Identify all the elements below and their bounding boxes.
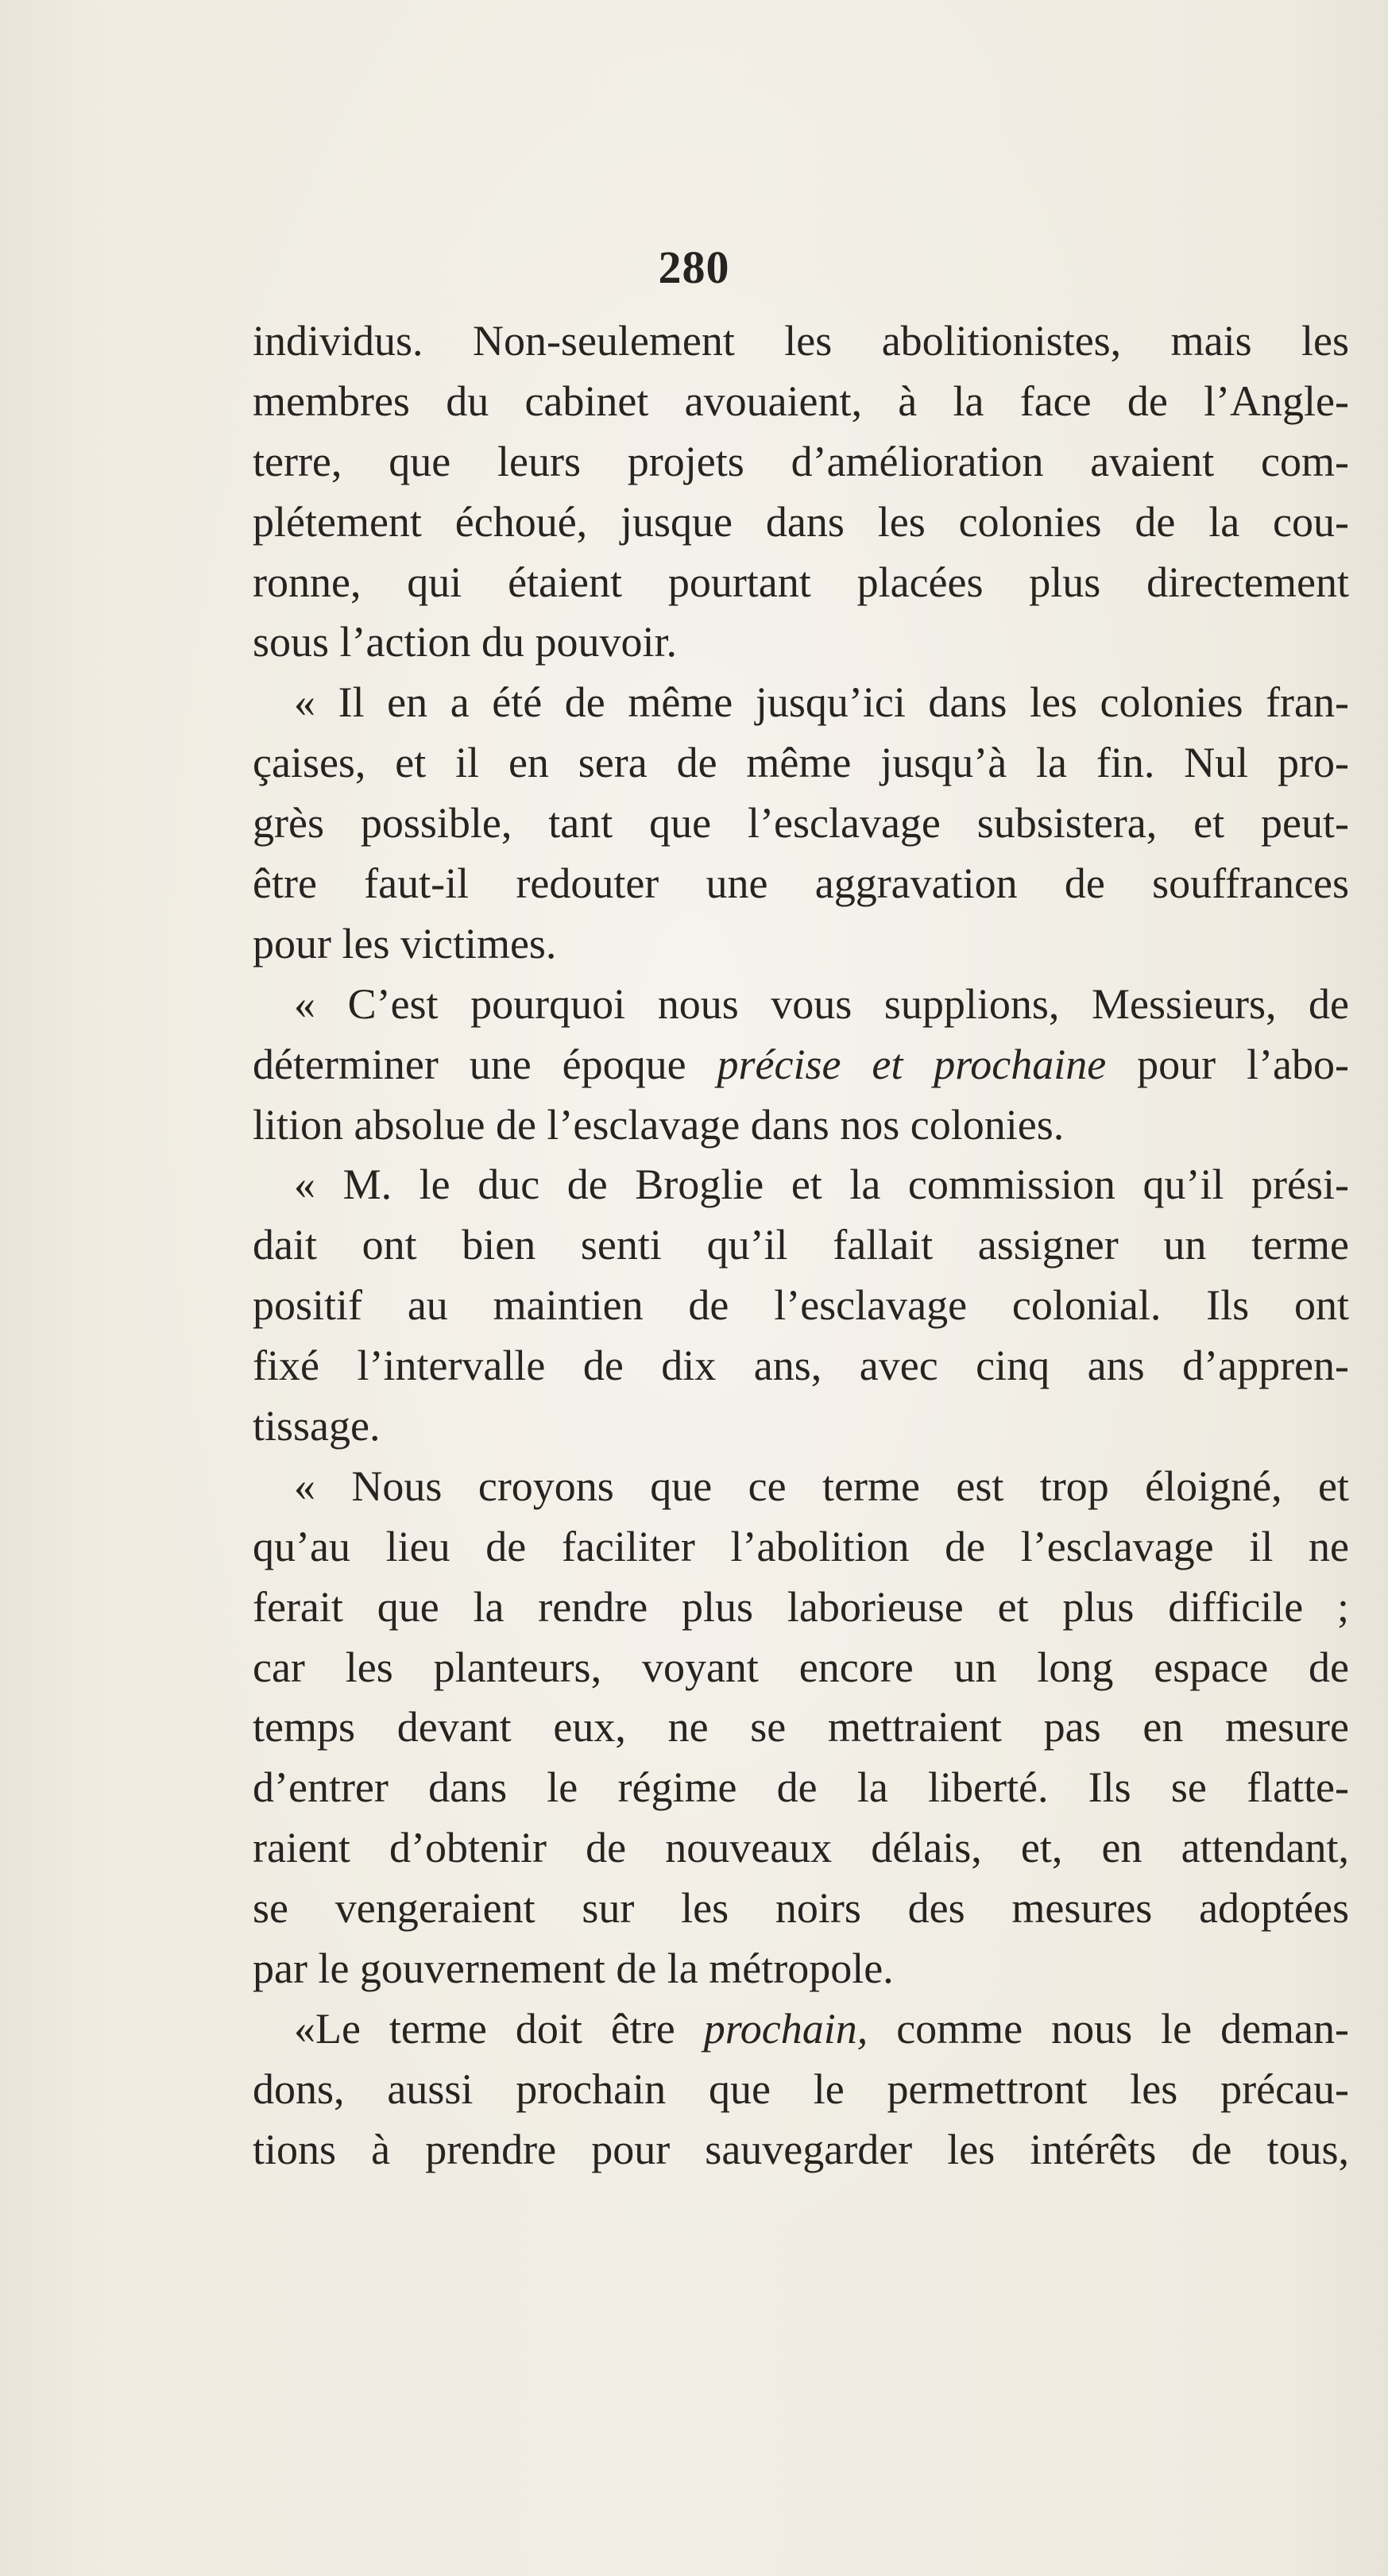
text-line-content: par le gouvernement de la métropole. bbox=[253, 1945, 894, 1993]
text-line-content: « M. le duc de Broglie et la commission qu’il prési- bbox=[294, 1161, 1349, 1209]
text-line-content: lition absolue de l’esclavage dans nos colonies. bbox=[253, 1100, 1065, 1149]
text-line bbox=[253, 311, 1349, 372]
text-line-content: ferait que la rendre plus laborieuse et plus difficile ; bbox=[253, 1582, 1349, 1631]
text-line bbox=[253, 1999, 1349, 2060]
text-line bbox=[253, 372, 1349, 432]
text-line-content: raient d’obtenir de nouveaux délais, et, en attendant, bbox=[253, 1824, 1349, 1872]
text-line-content: tions à prendre pour sauvegarder les intérêts de tous, bbox=[253, 2125, 1349, 2173]
text-line-content: grès possible, tant que l’esclavage subsistera, et peut- bbox=[253, 799, 1349, 848]
text-line bbox=[253, 612, 1349, 673]
text-line-content: déterminer une époque bbox=[253, 1040, 717, 1088]
text-line-content: pour les victimes. bbox=[253, 919, 557, 967]
text-line bbox=[253, 794, 1349, 854]
text-line bbox=[253, 1276, 1349, 1336]
text-line bbox=[253, 975, 1349, 1035]
text-line-continuation: pour l’abo- bbox=[1106, 1040, 1350, 1088]
text-line-content: ronne, qui étaient pourtant placées plus directement bbox=[253, 558, 1349, 606]
text-line-content: dait ont bien senti qu’il fallait assigner un terme bbox=[253, 1221, 1349, 1269]
text-line bbox=[253, 2120, 1349, 2180]
text-line bbox=[253, 1638, 1349, 1698]
text-line bbox=[253, 1095, 1349, 1156]
text-line-content: « Il en a été de même jusqu’ici dans les colonies fran- bbox=[294, 678, 1349, 727]
text-line bbox=[253, 1035, 1349, 1095]
page-number: 280 bbox=[658, 241, 730, 293]
text-line bbox=[253, 1697, 1349, 1758]
text-line-content: tissage. bbox=[253, 1402, 381, 1450]
text-line bbox=[253, 1155, 1349, 1215]
text-line bbox=[253, 1939, 1349, 1999]
text-line bbox=[253, 492, 1349, 553]
text-line-content: membres du cabinet avouaient, à la face de l’Angle- bbox=[253, 377, 1349, 425]
text-line-content: qu’au lieu de faciliter l’abolition de l’esclavage il ne bbox=[253, 1522, 1349, 1570]
text-line bbox=[253, 1336, 1349, 1396]
text-line bbox=[253, 854, 1349, 914]
italic-emphasis: précise et prochaine bbox=[717, 1040, 1107, 1088]
body-text bbox=[253, 311, 1349, 2180]
text-line-content: « Nous croyons que ce terme est trop éloigné, et bbox=[294, 1462, 1349, 1510]
text-line bbox=[253, 733, 1349, 794]
text-line bbox=[253, 1879, 1349, 1939]
text-line-content: d’entrer dans le régime de la liberté. Ils se flatte- bbox=[253, 1763, 1349, 1812]
text-line bbox=[253, 1758, 1349, 1818]
text-line bbox=[253, 1578, 1349, 1638]
text-line-content: temps devant eux, ne se mettraient pas en mesure bbox=[253, 1703, 1349, 1751]
text-line-content: positif au maintien de l’esclavage colonial. Ils ont bbox=[253, 1281, 1349, 1330]
text-line bbox=[253, 1517, 1349, 1578]
text-line-content: être faut-il redouter une aggravation de souffrances bbox=[253, 859, 1349, 908]
text-line bbox=[253, 432, 1349, 492]
text-line-content: «Le terme doit être bbox=[294, 2004, 704, 2053]
text-line bbox=[253, 914, 1349, 975]
text-line-content: fixé l’intervalle de dix ans, avec cinq ans d’appren- bbox=[253, 1342, 1349, 1390]
text-line-content: plétement échoué, jusque dans les colonies de la cou- bbox=[253, 497, 1349, 546]
text-line-content: individus. Non-seulement les abolitionistes, mais les bbox=[253, 317, 1349, 365]
text-line bbox=[253, 1818, 1349, 1879]
text-line-content: « C’est pourquoi nous vous supplions, Messieurs, de bbox=[294, 979, 1349, 1028]
text-line bbox=[253, 2060, 1349, 2120]
text-line-content: car les planteurs, voyant encore un long espace de bbox=[253, 1643, 1349, 1691]
text-line-content: sous l’action du pouvoir. bbox=[253, 618, 677, 666]
text-line bbox=[253, 1215, 1349, 1276]
text-line bbox=[253, 1457, 1349, 1517]
italic-emphasis: prochain, bbox=[703, 2004, 868, 2053]
text-line-content: terre, que leurs projets d’amélioration avaient com- bbox=[253, 437, 1349, 485]
text-line bbox=[253, 673, 1349, 733]
text-line bbox=[253, 1396, 1349, 1457]
text-line-continuation: comme nous le deman- bbox=[868, 2004, 1349, 2053]
text-line-content: dons, aussi prochain que le permettront les précau- bbox=[253, 2064, 1349, 2113]
text-line-content: çaises, et il en sera de même jusqu’à la fin. Nul pro- bbox=[253, 739, 1349, 787]
text-line bbox=[253, 553, 1349, 613]
text-line-content: se vengeraient sur les noirs des mesures adoptées bbox=[253, 1884, 1349, 1933]
